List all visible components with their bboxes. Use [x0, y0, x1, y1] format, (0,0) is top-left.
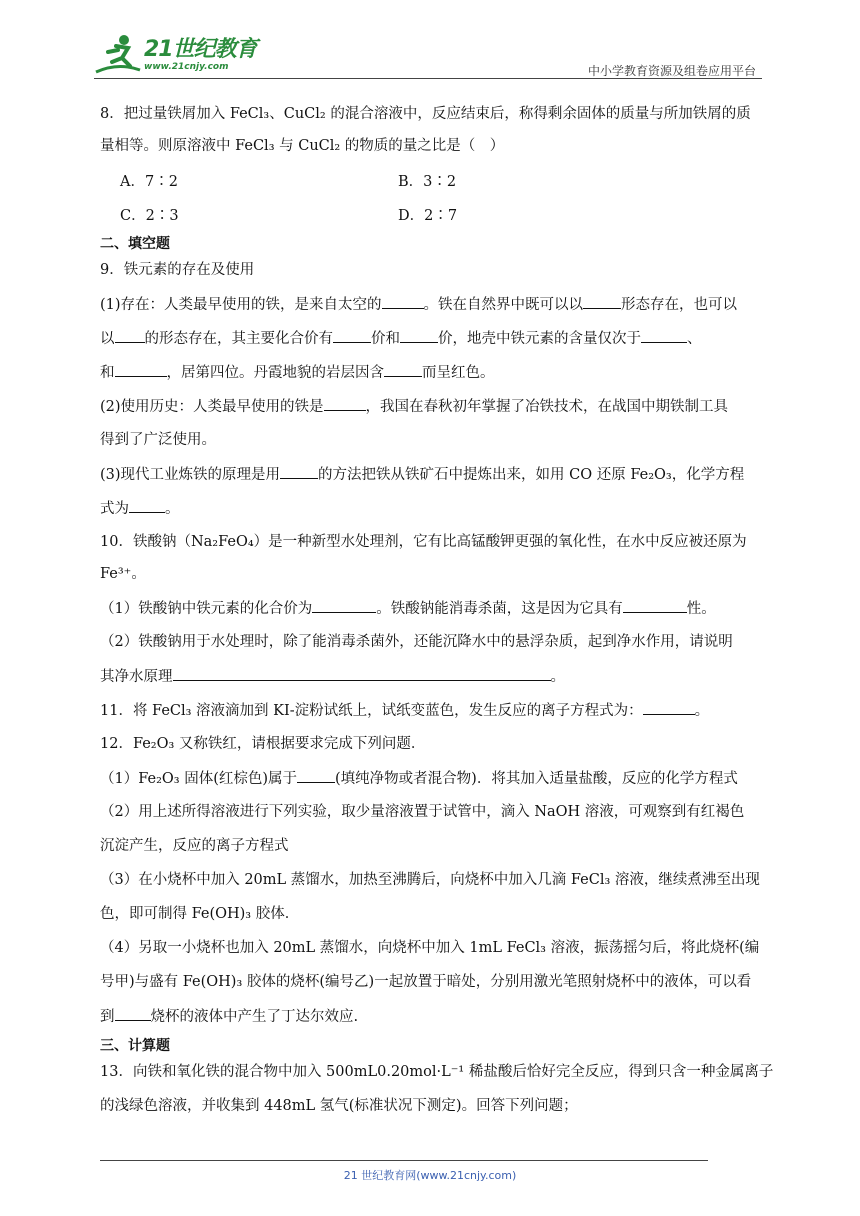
q8-option-d: D．2∶7 [398, 208, 458, 224]
answer-blank[interactable] [400, 328, 438, 343]
q10-line-4: （2）铁酸钠用于水处理时，除了能消毒杀菌外，还能沉降水中的悬浮杂质，起到净水作用，请说明 [100, 634, 733, 650]
page-header [94, 28, 762, 78]
q9-line-3: 和 ，居第四位。丹霞地貌的岩层因含 而呈红色。 [100, 362, 495, 383]
section-calculation: 三、计算题 [100, 1038, 170, 1054]
q10-line-3: （1）铁酸钠中铁元素的化合价为 。铁酸钠能消毒杀菌，这是因为它具有 性。 [100, 598, 716, 619]
q12-line-6: 色，即可制得 Fe(OH)₃ 胶体． [100, 906, 300, 922]
q10-line-1: 10．铁酸钠（Na₂FeO₄）是一种新型水处理剂，它有比高锰酸钾更强的氧化性，在水中反应被还原为 [100, 534, 747, 550]
q8-line-2: 量相等。则原溶液中 FeCl₃ 与 CuCl₂ 的物质的量之比是（ ） [100, 138, 505, 154]
q9-line-1: (1)存在：人类最早使用的铁，是来自太空的 。铁在自然界中既可以以 形态存在，也可以 [100, 294, 737, 315]
q9-line-5: 得到了广泛使用。 [100, 432, 216, 448]
q12-line-2: （1）Fe₂O₃ 固体(红棕色)属于 (填纯净物或者混合物)．将其加入适量盐酸，反应的化学方程式 [100, 768, 738, 789]
answer-blank[interactable] [384, 362, 422, 377]
brand-name: 21世纪教育 [144, 37, 257, 62]
q12-line-3: （2）用上述所得溶液进行下列实验，取少量溶液置于试管中，滴入 NaOH 溶液，可观察到有红褐色 [100, 804, 745, 820]
q9-line-7: 式为 。 [100, 498, 180, 519]
answer-blank[interactable] [623, 598, 687, 613]
q12-line-4: 沉淀产生，反应的离子方程式 [100, 838, 289, 854]
footer-divider [100, 1160, 708, 1161]
q8-option-a: A．7∶2 [120, 174, 178, 190]
answer-blank[interactable] [641, 328, 687, 343]
q9-title: 9．铁元素的存在及使用 [100, 262, 255, 278]
section-fill-in: 二、填空题 [100, 236, 170, 252]
answer-blank[interactable] [173, 666, 551, 681]
q12-line-9: 到 烧杯的液体中产生了丁达尔效应. [100, 1006, 358, 1027]
q13-line-2: 的浅绿色溶液，并收集到 448mL 氢气(标准状况下测定)。回答下列问题； [100, 1098, 578, 1114]
q10-line-5: 其净水原理 。 [100, 666, 565, 687]
q10-line-2: Fe³⁺。 [100, 566, 146, 582]
footer-source: 21 世纪教育网(www.21cnjy.com) [343, 1169, 517, 1182]
q8-option-b: B．3∶2 [398, 174, 457, 190]
brand-url: www.21cnjy.com [144, 62, 229, 72]
answer-blank[interactable] [129, 498, 165, 513]
answer-blank[interactable] [115, 362, 167, 377]
answer-blank[interactable] [333, 328, 371, 343]
q12-line-1: 12．Fe₂O₃ 又称铁红，请根据要求完成下列问题． [100, 736, 426, 752]
header-divider [94, 78, 762, 79]
answer-blank[interactable] [643, 700, 695, 715]
logo [94, 32, 264, 76]
platform-name: 中小学教育资源及组卷应用平台 [587, 64, 756, 78]
q12-line-7: （4）另取一小烧杯也加入 20mL 蒸馏水，向烧杯中加入 1mL FeCl₃ 溶液，振荡摇匀后，将此烧杯(编 [100, 940, 760, 956]
q12-line-8: 号甲)与盛有 Fe(OH)₃ 胶体的烧杯(编号乙)一起放置于暗处，分别用激光笔照射烧杯中的液体，可以看 [100, 974, 752, 990]
runner-logo-icon [94, 32, 142, 76]
q9-line-2: 以 的形态存在，其主要化合价有 价和 价，地壳中铁元素的含量仅次于 、 [100, 328, 702, 349]
q9-line-4: (2)使用历史：人类最早使用的铁是 ，我国在春秋初年掌握了冶铁技术，在战国中期铁制工具 [100, 396, 728, 417]
q8-line-1: 8．把过量铁屑加入 FeCl₃、CuCl₂ 的混合溶液中，反应结束后，称得剩余固体的质量与所加铁屑的质 [100, 106, 751, 122]
q12-line-5: （3）在小烧杯中加入 20mL 蒸馏水，加热至沸腾后，向烧杯中加入几滴 FeCl₃ 溶液，继续煮沸至出现 [100, 872, 760, 888]
answer-blank[interactable] [297, 768, 335, 783]
answer-blank[interactable] [115, 1006, 151, 1021]
answer-blank[interactable] [382, 294, 424, 309]
answer-blank[interactable] [115, 328, 145, 343]
q13-line-1: 13．向铁和氧化铁的混合物中加入 500mL0.20mol·L⁻¹ 稀盐酸后恰好完全反应，得到只含一种金属离子 [100, 1064, 774, 1080]
q11-line: 11．将 FeCl₃ 溶液滴加到 KI-淀粉试纸上，试纸变蓝色，发生反应的离子方程式为： 。 [100, 700, 709, 721]
q8-option-c: C．2∶3 [120, 208, 179, 224]
answer-blank[interactable] [324, 396, 366, 411]
answer-blank[interactable] [583, 294, 621, 309]
answer-blank[interactable] [280, 464, 318, 479]
q9-line-6: (3)现代工业炼铁的原理是用 的方法把铁从铁矿石中提炼出来，如用 CO 还原 Fe₂O₃，化学方程 [100, 464, 744, 485]
answer-blank[interactable] [312, 598, 376, 613]
